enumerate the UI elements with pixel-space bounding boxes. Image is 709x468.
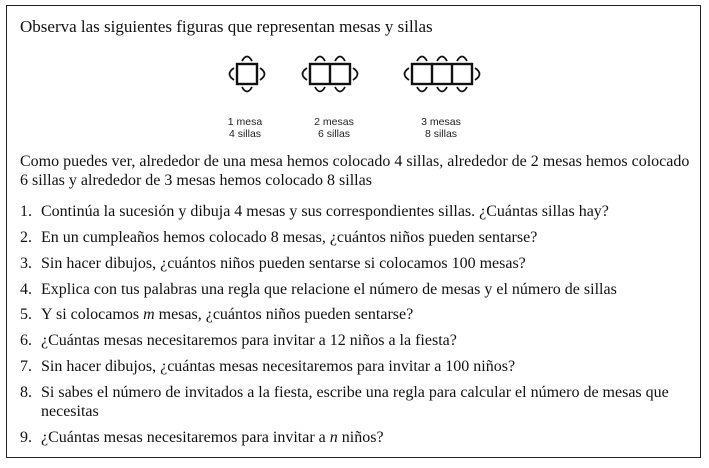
chair-right <box>353 68 358 80</box>
figures-area <box>7 54 702 144</box>
chair-top <box>457 57 467 62</box>
chair-right <box>260 68 265 80</box>
question-1 <box>20 202 690 221</box>
question-number: 7. <box>20 358 32 375</box>
chair-left <box>405 68 410 80</box>
figure-1-caption <box>200 116 290 140</box>
question-text <box>41 428 690 447</box>
figure-1-sillas-label: 4 sillas <box>228 128 262 140</box>
question-text: Explica con tus palabras una regla que relacione el número de mesas y el número de sillas <box>41 281 617 298</box>
chair-bottom <box>315 87 325 92</box>
figure-3-mesas-label: 3 mesas <box>421 116 461 128</box>
question-number: 1. <box>20 203 32 220</box>
figure-3-sillas-label: 8 sillas <box>424 128 458 140</box>
chair-top <box>315 57 325 62</box>
explanation-paragraph: Como puedes ver, alrededor de una mesa hemos colocado 4 sillas, alrededor de 2 mesas hemos colocado 6 sillas y alrededor de 3 mesas hemos colocado 8 sillas <box>20 153 690 189</box>
question-9 <box>20 428 690 447</box>
figure-2-sillas-label: 6 sillas <box>317 128 351 140</box>
question-text: Continúa la sucesión y dibuja 4 mesas y sus correspondientes sillas. ¿Cuántas sillas hay? <box>41 203 609 220</box>
question-text-pre: Y si colocamos <box>41 306 144 323</box>
question-number: 9. <box>20 429 32 446</box>
chair-top <box>335 57 345 62</box>
question-7 <box>20 357 690 376</box>
question-number: 4. <box>20 281 32 298</box>
question-5 <box>20 305 690 324</box>
question-number: 5. <box>20 306 32 323</box>
question-text: En un cumpleaños hemos colocado 8 mesas, ¿cuántos niños pueden sentarse? <box>41 229 538 246</box>
chair-left <box>230 68 235 80</box>
question-text: Sin hacer dibujos, ¿cuántas mesas necesitaremos para invitar a 100 niños? <box>41 358 516 375</box>
question-text <box>41 305 690 324</box>
chair-bottom <box>417 87 427 92</box>
question-text: ¿Cuántas mesas necesitaremos para invitar a 12 niños a la fiesta? <box>41 332 457 349</box>
table-1 <box>237 64 257 84</box>
question-number: 2. <box>20 229 32 246</box>
intro-text: Observa las siguientes figuras que representan mesas y sillas <box>20 17 433 36</box>
question-text: Si sabes el número de invitados a la fiesta, escribe una regla para calcular el número de mesas que necesitas <box>41 384 669 420</box>
question-3 <box>20 254 690 273</box>
figure-2-caption <box>289 116 379 140</box>
question-4 <box>20 280 690 299</box>
chair-top <box>242 57 252 62</box>
question-2 <box>20 228 690 247</box>
chair-right <box>475 68 480 80</box>
chair-bottom <box>457 87 467 92</box>
question-number: 8. <box>20 384 32 401</box>
question-number: 3. <box>20 255 32 272</box>
chair-bottom <box>437 87 447 92</box>
question-text-post: mesas, ¿cuántos niños pueden sentarse? <box>154 306 414 323</box>
figure-2-mesas-label: 2 mesas <box>314 116 354 128</box>
question-6 <box>20 331 690 350</box>
question-text-pre: ¿Cuántas mesas necesitaremos para invitar a <box>41 429 330 446</box>
exercise-frame <box>6 5 701 458</box>
question-8 <box>20 383 690 421</box>
question-text: Sin hacer dibujos, ¿cuántos niños pueden sentarse si colocamos 100 mesas? <box>41 255 526 272</box>
table-3 <box>412 64 472 84</box>
question-text-post: niños? <box>337 429 384 446</box>
variable-n: n <box>329 429 338 446</box>
figure-1-mesas-label: 1 mesa <box>227 116 263 128</box>
variable-m: m <box>143 306 155 323</box>
chair-bottom <box>242 87 252 92</box>
chair-bottom <box>335 87 345 92</box>
chair-top <box>417 57 427 62</box>
question-number: 6. <box>20 332 32 349</box>
chair-top <box>437 57 447 62</box>
figure-3-caption <box>396 116 486 140</box>
chair-left <box>303 68 308 80</box>
